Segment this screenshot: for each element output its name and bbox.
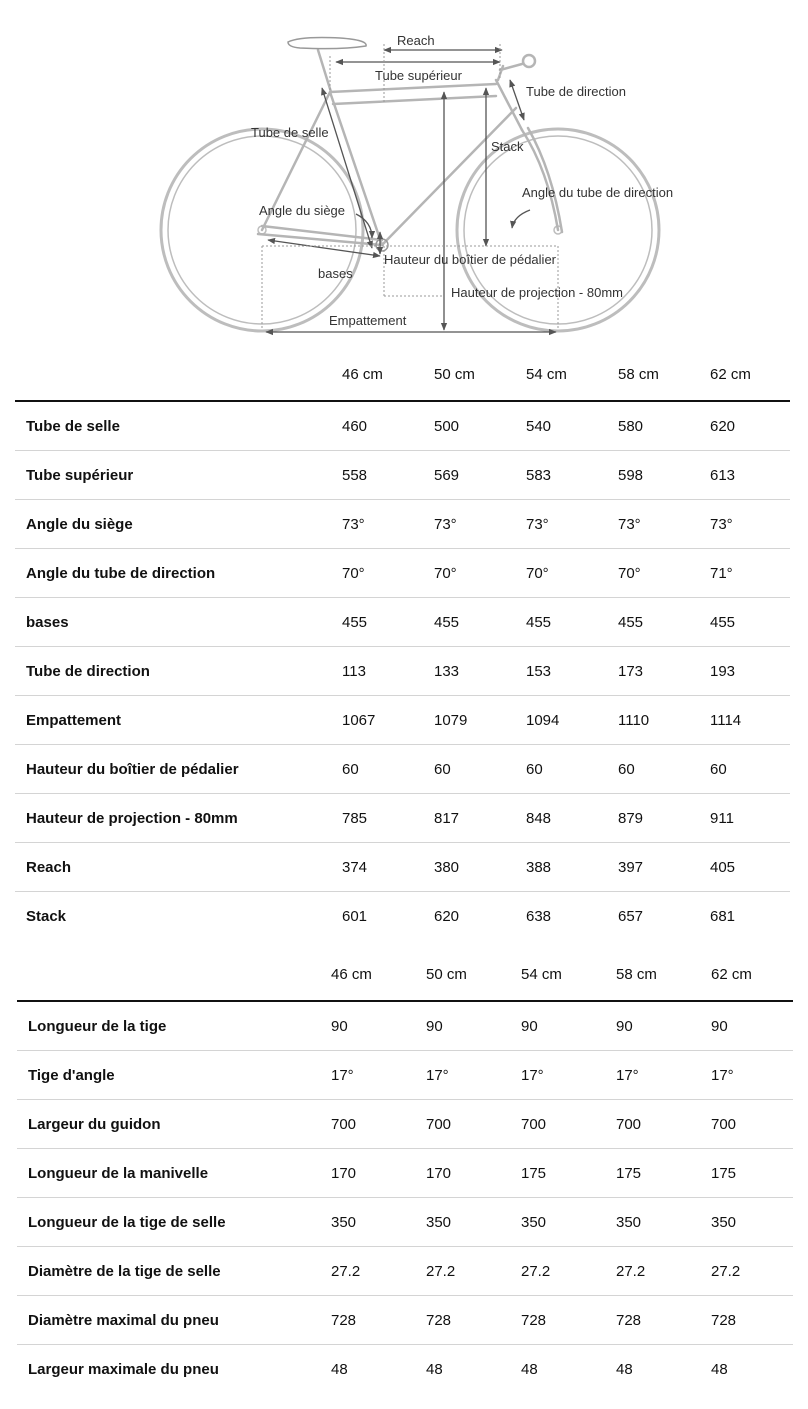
seat-angle-label: Angle du siège: [259, 203, 346, 218]
value-cell: 455: [342, 598, 434, 647]
value-cell: 350: [711, 1198, 793, 1247]
table-row: [15, 794, 790, 843]
value-cell: 455: [618, 598, 710, 647]
value-cell: 1079: [434, 696, 526, 745]
value-cell: 638: [526, 907, 552, 925]
value-cell: 879: [618, 794, 710, 843]
header-size-50: 50 cm: [426, 948, 521, 1001]
reach-label: Reach: [397, 33, 435, 48]
seat-tube-label: Tube de selle: [251, 125, 329, 140]
table-row: [15, 401, 790, 451]
wheelbase-label: Empattement: [329, 313, 407, 328]
value-cell: 388: [526, 843, 618, 892]
value-cell: 173: [618, 647, 710, 696]
header-size-50: 50 cm: [434, 348, 526, 401]
stack-label: Stack: [491, 139, 524, 154]
row-label: Diamètre de la tige de selle: [17, 1247, 331, 1296]
value-cell: 700: [616, 1100, 711, 1149]
value-cell: 700: [426, 1100, 521, 1149]
value-cell: 455: [710, 598, 790, 647]
header-size-54: 54 cm: [526, 348, 618, 401]
value-cell: 728: [711, 1296, 793, 1345]
value-cell: 350: [616, 1198, 711, 1247]
row-label: Longueur de la tige: [17, 1001, 331, 1051]
value-cell: 170: [331, 1149, 426, 1198]
value-cell: 817: [434, 794, 526, 843]
value-cell: 70°: [434, 549, 526, 598]
value-cell: 71°: [710, 549, 790, 598]
saddle: [288, 38, 366, 49]
header-size-46: 46 cm: [342, 348, 434, 401]
table-row: [15, 549, 790, 598]
value-cell: 133: [434, 647, 526, 696]
value-cell: 380: [434, 843, 526, 892]
value-cell: 17°: [426, 1051, 521, 1100]
value-cell: 569: [434, 451, 526, 500]
value-cell: 175: [521, 1149, 616, 1198]
value-cell: 580: [618, 401, 710, 451]
table-row: [15, 451, 790, 500]
value-cell: 1114: [710, 696, 790, 745]
value-cell: 70°: [618, 549, 710, 598]
value-cell: 785: [342, 794, 434, 843]
value-cell: 90: [331, 1001, 426, 1051]
value-cell: 60: [526, 745, 618, 794]
row-label: Tige d'angle: [17, 1051, 331, 1100]
row-label: Tube de selle: [15, 401, 342, 451]
value-cell: 60: [342, 745, 434, 794]
table-row: [15, 598, 790, 647]
value-cell: 620: [434, 907, 460, 925]
head-tube-label: Tube de direction: [526, 84, 626, 99]
value-cell: 728: [521, 1296, 616, 1345]
table-row: [15, 696, 790, 745]
value-cell: 728: [616, 1296, 711, 1345]
value-cell: 728: [426, 1296, 521, 1345]
value-cell: 48: [426, 1360, 443, 1378]
bb-height-label: Hauteur du boîtier de pédalier: [384, 252, 557, 267]
value-cell: 681: [710, 907, 736, 925]
value-cell: 70°: [526, 549, 618, 598]
row-label: Longueur de la manivelle: [17, 1149, 331, 1198]
row-label: Empattement: [15, 696, 342, 745]
table-row: [17, 1296, 793, 1345]
value-cell: 1094: [526, 696, 618, 745]
value-cell: 17°: [616, 1051, 711, 1100]
value-cell: 48: [331, 1360, 348, 1378]
value-cell: 27.2: [616, 1247, 711, 1296]
table-row: [15, 745, 790, 794]
value-cell: 170: [426, 1149, 521, 1198]
header-cell-empty: [17, 948, 331, 1001]
value-cell: 848: [526, 794, 618, 843]
table-row: [17, 1001, 793, 1051]
header-size-62: 62 cm: [710, 348, 790, 401]
value-cell: 48: [616, 1360, 633, 1378]
frame-geometry-table: [15, 348, 790, 940]
chainstays-label: bases: [318, 266, 353, 281]
value-cell: 90: [616, 1001, 711, 1051]
value-cell: 1110: [618, 696, 710, 745]
value-cell: 73°: [710, 500, 790, 549]
table-row: [15, 843, 790, 892]
value-cell: 455: [434, 598, 526, 647]
value-cell: 583: [526, 451, 618, 500]
value-cell: 113: [342, 647, 434, 696]
table-header-row: [17, 948, 793, 1001]
row-label: bases: [15, 598, 342, 647]
value-cell: 405: [710, 843, 790, 892]
row-label: Tube de direction: [15, 647, 342, 696]
table-row: [17, 1345, 793, 1394]
value-cell: 397: [618, 843, 710, 892]
value-cell: 48: [521, 1360, 538, 1378]
table-row: [15, 500, 790, 549]
value-cell: 374: [342, 843, 434, 892]
value-cell: 700: [331, 1100, 426, 1149]
row-label: Angle du tube de direction: [15, 549, 342, 598]
value-cell: 73°: [342, 500, 434, 549]
row-label: Hauteur de projection - 80mm: [15, 794, 342, 843]
value-cell: 90: [711, 1001, 793, 1051]
table-row: [17, 1198, 793, 1247]
table-row: [15, 647, 790, 696]
value-cell: 500: [434, 401, 526, 451]
header-size-58: 58 cm: [618, 348, 710, 401]
row-label: Longueur de la tige de selle: [17, 1198, 331, 1247]
header-size-54: 54 cm: [521, 948, 616, 1001]
value-cell: 153: [526, 647, 618, 696]
bike-drawing: [0, 0, 808, 345]
value-cell: 70°: [342, 549, 434, 598]
value-cell: 60: [710, 745, 790, 794]
row-label: Diamètre maximal du pneu: [17, 1296, 331, 1345]
value-cell: 27.2: [426, 1247, 521, 1296]
table-row: [15, 892, 790, 941]
value-cell: 175: [711, 1149, 793, 1198]
value-cell: 1067: [342, 696, 434, 745]
row-label: Largeur du guidon: [17, 1100, 331, 1149]
value-cell: 27.2: [331, 1247, 426, 1296]
head-angle-label: Angle du tube de direction: [522, 185, 674, 200]
value-cell: 73°: [526, 500, 618, 549]
components-table: [17, 948, 793, 1393]
top-tube-label: Tube supérieur: [375, 68, 462, 83]
value-cell: 620: [710, 401, 790, 451]
header-size-58: 58 cm: [616, 948, 711, 1001]
value-cell: 60: [618, 745, 710, 794]
value-cell: 613: [710, 451, 790, 500]
header-size-62: 62 cm: [711, 948, 793, 1001]
value-cell: 90: [521, 1001, 616, 1051]
value-cell: 728: [331, 1296, 426, 1345]
value-cell: 17°: [331, 1051, 426, 1100]
value-cell: 193: [710, 647, 790, 696]
value-cell: 90: [426, 1001, 521, 1051]
value-cell: 17°: [711, 1051, 793, 1100]
table-row: [17, 1149, 793, 1198]
value-cell: 700: [521, 1100, 616, 1149]
row-label: Tube supérieur: [15, 451, 342, 500]
row-label: Angle du siège: [15, 500, 342, 549]
table-header-row: [15, 348, 790, 401]
value-cell: 540: [526, 401, 618, 451]
standover-label: Hauteur de projection - 80mm: [451, 285, 623, 300]
table-row: [17, 1100, 793, 1149]
value-cell: 911: [710, 794, 790, 843]
value-cell: 350: [521, 1198, 616, 1247]
value-cell: 17°: [521, 1051, 616, 1100]
value-cell: 598: [618, 451, 710, 500]
table-row: [17, 1247, 793, 1296]
value-cell: 601: [342, 907, 368, 925]
value-cell: 657: [618, 907, 644, 925]
value-cell: 455: [526, 598, 618, 647]
value-cell: 350: [331, 1198, 426, 1247]
row-label: Hauteur du boîtier de pédalier: [15, 745, 342, 794]
table-row: [17, 1051, 793, 1100]
value-cell: 350: [426, 1198, 521, 1247]
value-cell: 27.2: [711, 1247, 793, 1296]
value-cell: 73°: [618, 500, 710, 549]
value-cell: 558: [342, 451, 434, 500]
row-label: Stack: [26, 907, 67, 925]
value-cell: 60: [434, 745, 526, 794]
value-cell: 700: [711, 1100, 793, 1149]
row-label: Largeur maximale du pneu: [28, 1360, 219, 1378]
header-size-46: 46 cm: [331, 948, 426, 1001]
value-cell: 175: [616, 1149, 711, 1198]
value-cell: 27.2: [521, 1247, 616, 1296]
value-cell: 73°: [434, 500, 526, 549]
value-cell: 48: [711, 1360, 728, 1378]
header-cell-empty: [15, 348, 342, 401]
value-cell: 460: [342, 401, 434, 451]
bike-geometry-diagram: [0, 0, 808, 345]
row-label: Reach: [15, 843, 342, 892]
